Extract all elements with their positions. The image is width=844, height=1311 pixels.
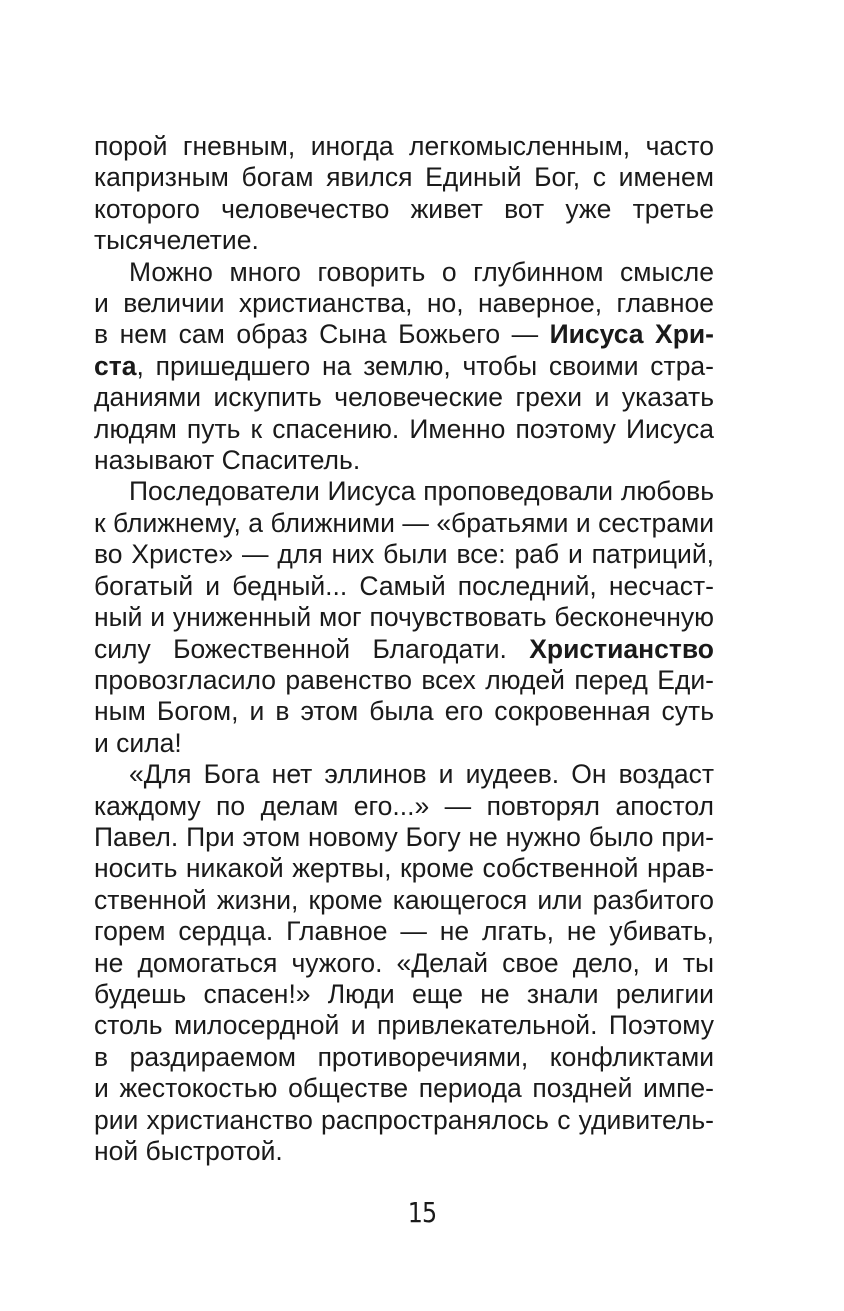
text-line: людям путь к спасению. Именно поэтому Иисуса xyxy=(94,413,714,444)
text-line: рии христианство распространялось с удивитель- xyxy=(94,1104,714,1135)
text-line: носить никакой жертвы, кроме собственной нрав- xyxy=(94,853,714,884)
text-line: богатый и бедный... Самый последний, несчаст- xyxy=(94,570,714,601)
text-line: каждому по делам его...» — повторял апостол xyxy=(94,790,714,821)
text-line: Последователи Иисуса проповедовали любовь xyxy=(129,476,714,507)
text-line: капризным богам явился Единый Бог, с именем xyxy=(94,162,714,193)
paragraph-4 xyxy=(94,759,714,1167)
text-run: силу Божественной Благодати. xyxy=(94,633,530,664)
text-line: «Для Бога нет эллинов и иудеев. Он воздаст xyxy=(129,759,714,790)
emphasis-jesus-christ-end: ста xyxy=(94,350,137,381)
text-line: и жестокостью обществе периода поздней импе- xyxy=(94,1073,714,1104)
text-line: Павел. При этом новому Богу не нужно было при- xyxy=(94,821,714,852)
text-line: которого человечество живет вот уже третье xyxy=(94,193,714,224)
text-line: не домогаться чужого. «Делай свое дело, и ты xyxy=(94,947,714,978)
emphasis-christianity: Христианство xyxy=(529,633,714,664)
text-run: , пришедшего на землю, чтобы своими стра- xyxy=(136,350,714,381)
text-line: провозгласило равенство всех людей перед Еди- xyxy=(94,664,714,695)
text-run: в нем сам образ Сына Божьего — xyxy=(94,319,550,350)
text-line: горем сердца. Главное — не лгать, не убивать, xyxy=(94,916,714,947)
text-line: ственной жизни, кроме кающегося или разбитого xyxy=(94,884,714,915)
text-line: будешь спасен!» Люди еще не знали религии xyxy=(94,978,714,1009)
paragraph-2 xyxy=(94,257,714,477)
text-line: тысячелетие. xyxy=(94,225,259,256)
text-line: столь милосердной и привлекательной. Поэтому xyxy=(94,1010,714,1041)
text-line: во Христе» — для них были все: раб и патриций, xyxy=(94,539,714,570)
text-line: Можно много говорить о глубинном смысле xyxy=(129,256,714,287)
text-line xyxy=(94,319,714,350)
page-body xyxy=(94,131,714,1167)
page-number: 15 xyxy=(407,1196,437,1229)
text-line: порой гневным, иногда легкомысленным, часто xyxy=(94,131,714,161)
emphasis-jesus-christ: Иисуса Хри- xyxy=(549,319,715,350)
text-line: к ближнему, а ближними — «братьями и сестрами xyxy=(94,507,714,538)
text-line xyxy=(94,351,714,382)
paragraph-1 xyxy=(94,131,714,257)
text-line: ной быстротой. xyxy=(94,1136,283,1166)
text-line: называют Спаситель. xyxy=(94,445,361,476)
text-line: даниями искупить человеческие грехи и указать xyxy=(94,382,714,413)
text-line xyxy=(94,634,714,665)
text-line: и величии христианства, но, наверное, главное xyxy=(94,288,714,319)
text-line: ным Богом, и в этом была его сокровенная суть xyxy=(94,696,714,727)
text-line: и сила! xyxy=(94,727,182,758)
text-line: ный и униженный мог почувствовать бесконечную xyxy=(94,602,714,633)
text-line: в раздираемом противоречиями, конфликтами xyxy=(94,1041,714,1072)
paragraph-3 xyxy=(94,476,714,759)
